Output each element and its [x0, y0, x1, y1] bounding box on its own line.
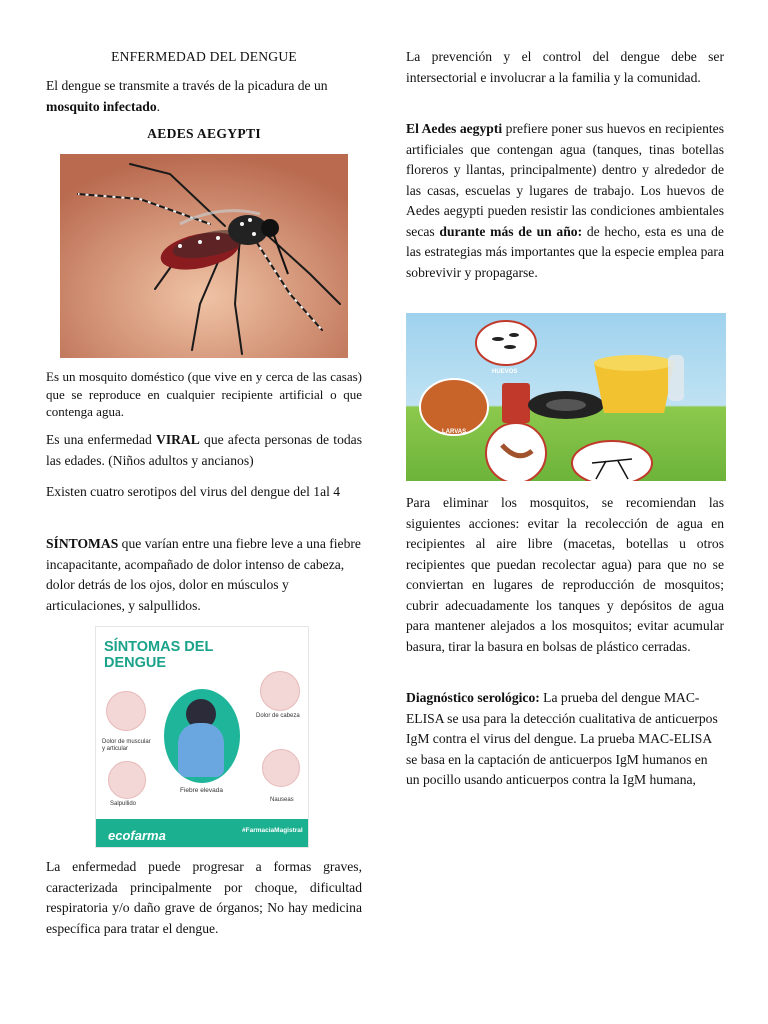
serotypes-paragraph: Existen cuatro serotipos del virus del dengue del 1al 4	[46, 484, 341, 499]
intro-paragraph	[46, 76, 362, 117]
species-heading: AEDES AEGYPTI	[147, 126, 261, 141]
label-nausea: Nauseas	[270, 797, 294, 803]
prevention-paragraph: La prevención y el control del dengue debe ser intersectorial e involucrar a la familia y la comunidad.	[406, 49, 724, 85]
brand-logo: ecofarma	[108, 828, 166, 843]
aedes-text: prefiere poner sus huevos en recipientes artificiales que contengan agua (tanques, tinas botellas floreros y llantas, principalmente) dentro y alrededor de las casas, escuelas y lugares de trabajo. Los huevos de Aedes aegypti pueden resistir las condiciones ambientales secas	[406, 121, 724, 239]
aedes-text-end: de hecho, esta es una de las estrategias más importantes que la especie emplea para sobrevivir y propagarse.	[406, 223, 724, 280]
nausea-icon	[262, 749, 300, 787]
breeding-sites-infographic	[406, 313, 726, 481]
infographic-heading-line-2: DENGUE	[104, 655, 167, 671]
symptoms-text: que varían entre una fiebre leve a una fiebre incapacitante, acompañado de dolor intenso de cabeza, dolor detrás de los ojos, dolor en músculos y articulaciones, y salpullidos.	[46, 536, 361, 613]
intro-bold: mosquito infectado	[46, 98, 157, 114]
mosquito-illustration	[60, 154, 348, 358]
document-title: ENFERMEDAD DEL DENGUE	[111, 49, 297, 64]
label-rash: Salpullido	[110, 801, 137, 807]
intro-end: .	[156, 98, 161, 114]
label-muscle-pain: Dolor de muscular y articular	[102, 739, 151, 752]
viral-text: Es una enfermedad	[46, 432, 156, 447]
mosquito-description: Es un mosquito doméstico (que vive en y cerca de las casas) que se reproduce en cualquier recipiente artificial o que contenga agua.	[46, 369, 362, 419]
symptoms-paragraph	[46, 534, 362, 616]
viral-bold: VIRAL	[156, 432, 200, 447]
eggs-label: HUEVOS	[492, 369, 518, 375]
fever-figure-icon	[164, 689, 240, 783]
severe-forms-paragraph: La enfermedad puede progresar a formas graves, caracterizada principalmente por choque, dificultad respiratoria y/o daño grave de órganos; No hay medicina específica para tratar el dengue.	[46, 859, 362, 936]
larvae-label: LARVAS	[442, 429, 467, 435]
breeding-illustration	[406, 313, 726, 481]
aedes-bold-duration: durante más de un año:	[439, 223, 583, 239]
infographic-heading-line-1: SÍNTOMAS DEL	[104, 639, 214, 655]
viral-text-end: que afecta personas de todas las edades. (Niños adultos y ancianos)	[46, 432, 362, 468]
symptoms-bold: SÍNTOMAS	[46, 536, 119, 551]
elimination-paragraph: Para eliminar los mosquitos, se recomiendan las siguientes acciones: evitar la recolección de agua en recipientes al aire libre (macetas, botellas u otros recipientes que puedan recolectar agua) para que no se conviertan en lugares de reproducción de mosquitos; cubrir adecuadamente los tanques y depósitos de agua para mantener alejados a los mosquitos; evitar acumular basura, tirar la basura en bolsas de plástico cerradas.	[406, 495, 724, 654]
rash-icon	[108, 761, 146, 799]
intro-text: El dengue se transmite a través de la picadura de un	[46, 78, 328, 93]
infographic-heading	[104, 639, 213, 671]
hashtag: #FarmaciaMagistral	[242, 827, 303, 834]
aedes-paragraph	[406, 119, 724, 283]
symptoms-infographic	[95, 626, 309, 848]
viral-paragraph	[46, 430, 362, 471]
muscle-pain-icon	[106, 691, 146, 731]
diagnosis-bold: Diagnóstico serológico:	[406, 690, 540, 705]
aedes-bold: El Aedes aegypti	[406, 121, 503, 136]
label-headache: Dolor de cabeza	[256, 713, 300, 719]
label-fever: Fiebre elevada	[180, 787, 223, 794]
mosquito-photo	[60, 154, 348, 358]
headache-icon	[260, 671, 300, 711]
diagnosis-paragraph	[406, 688, 724, 791]
diagnosis-text: La prueba del dengue MAC-ELISA se usa para la detección cualitativa de anticuerpos IgM contra el virus del dengue. La prueba MAC-ELISA se basa en la captación de anticuerpos IgM humanos en un pocillo usando anticuerpos contra la IgM humana,	[406, 690, 718, 787]
infographic-footer	[96, 819, 308, 847]
